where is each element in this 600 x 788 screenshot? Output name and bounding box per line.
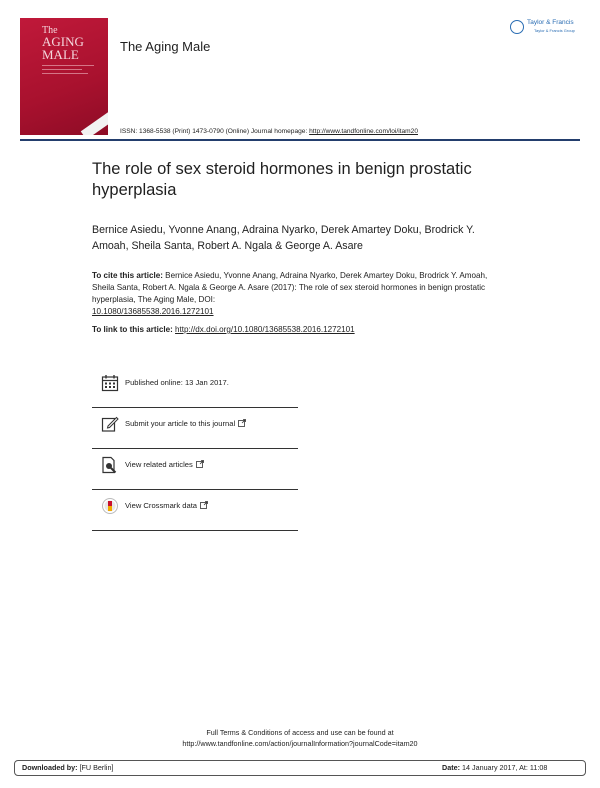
- article-doi-link[interactable]: http://dx.doi.org/10.1080/13685538.2016.1272101: [175, 325, 355, 334]
- row-divider: [92, 489, 298, 490]
- crossmark-text: View Crossmark data: [125, 501, 198, 510]
- submit-article-label: [125, 419, 246, 428]
- header-divider: [20, 139, 580, 141]
- external-link-icon: [196, 460, 204, 468]
- terms-url-link[interactable]: http://www.tandfonline.com/action/journalInformation?journalCode=itam20: [182, 739, 418, 748]
- publisher-logo-name: Taylor & Francis: [527, 19, 574, 26]
- download-date-value: 14 January 2017, At: 11:08: [461, 763, 548, 772]
- article-authors: Bernice Asiedu, Yvonne Anang, Adraina Nyarko, Derek Amartey Doku, Brodrick Y. Amoah, Sheila Santa, Robert A. Ngala & George A. Asare: [92, 224, 475, 252]
- cover-decoration: [42, 65, 94, 66]
- article-link-label: To link to this article:: [92, 325, 173, 334]
- citation-label: To cite this article:: [92, 271, 163, 280]
- terms-notice: [0, 727, 600, 749]
- downloaded-by-value: [FU Berlin]: [79, 763, 114, 772]
- journal-title[interactable]: The Aging Male: [120, 39, 211, 54]
- publisher-logo[interactable]: [510, 17, 585, 39]
- downloaded-by-label: Downloaded by:: [22, 763, 78, 772]
- pencil-edit-icon: [101, 415, 119, 433]
- submit-article-row[interactable]: [92, 410, 298, 450]
- published-online-row: [92, 369, 298, 409]
- article-title: The role of sex steroid hormones in benign prostatic hyperplasia: [92, 160, 472, 199]
- terms-line: Full Terms & Conditions of access and use can be found at: [206, 728, 394, 737]
- related-articles-text: View related articles: [125, 460, 193, 469]
- publisher-logo-icon: [510, 20, 524, 34]
- article-link-line: [92, 325, 355, 334]
- cover-title-line2: AGING: [42, 34, 84, 49]
- cover-title-line3: MALE: [42, 47, 79, 62]
- publisher-logo-subtitle: Taylor & Francis Group: [534, 28, 575, 33]
- published-online-label: Published online: 13 Jan 2017.: [125, 378, 229, 387]
- citation-block: [92, 270, 492, 318]
- row-divider: [92, 448, 298, 449]
- citation-doi-link[interactable]: 10.1080/13685538.2016.1272101: [92, 307, 214, 316]
- cover-decoration: [42, 73, 88, 74]
- issn-line: [120, 128, 418, 135]
- download-date-label: Date:: [442, 763, 460, 772]
- issn-text: ISSN: 1368-5538 (Print) 1473-0790 (Online) Journal homepage:: [120, 128, 310, 135]
- downloaded-by: [22, 763, 113, 772]
- cover-title-line1: The: [42, 25, 58, 36]
- cover-decoration: [42, 69, 82, 70]
- row-divider: [92, 530, 298, 531]
- submit-article-text: Submit your article to this journal: [125, 419, 236, 428]
- document-search-icon: [101, 456, 119, 474]
- download-info-bar: [14, 760, 586, 776]
- external-link-icon: [200, 501, 208, 509]
- download-date: [442, 763, 547, 772]
- related-articles-label: [125, 460, 204, 469]
- row-divider: [92, 407, 298, 408]
- cover-corner: [81, 108, 108, 135]
- journal-cover-image: [20, 18, 108, 135]
- citation-text: Bernice Asiedu, Yvonne Anang, Adraina Nyarko, Derek Amartey Doku, Brodrick Y. Amoah, Sheila Santa, Robert A. Ngala & George A. Asare (2017): The role of sex steroid hormones in benign prostatic hyperplasia, The Aging Male, DOI:: [92, 271, 488, 304]
- external-link-icon: [238, 419, 246, 427]
- journal-homepage-link[interactable]: http://www.tandfonline.com/loi/itam20: [309, 128, 418, 135]
- related-articles-row[interactable]: [92, 451, 298, 491]
- crossmark-label: [125, 501, 208, 510]
- calendar-icon: [101, 374, 119, 392]
- crossmark-row[interactable]: [92, 492, 298, 532]
- crossmark-icon: [101, 497, 119, 515]
